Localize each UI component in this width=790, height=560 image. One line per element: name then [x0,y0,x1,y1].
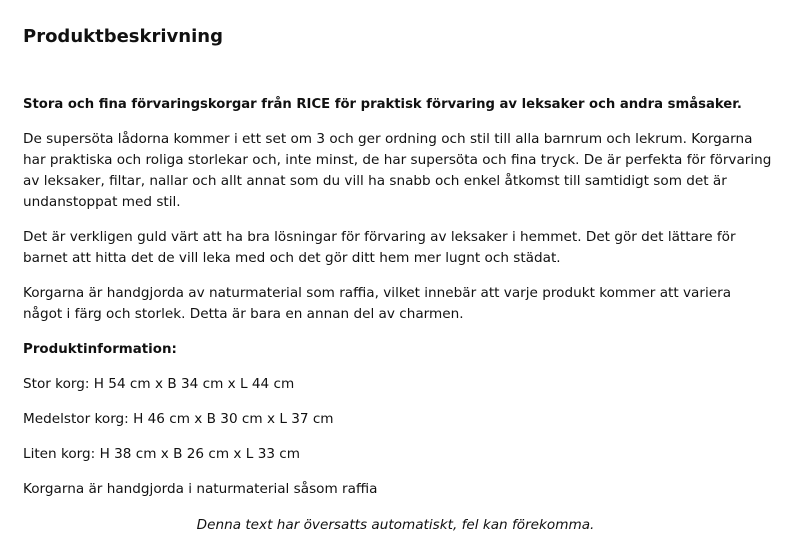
spec-item: Stor korg: H 54 cm x B 34 cm x L 44 cm [23,376,295,392]
translation-note: Denna text har översatts automatiskt, fel kan förekomma. [196,517,595,533]
product-info-heading: Produktinformation: [23,342,177,357]
spec-item: Liten korg: H 38 cm x B 26 cm x L 33 cm [23,446,301,462]
section-title: Produktbeskrivning [23,26,223,47]
spec-item: Medelstor korg: H 46 cm x B 30 cm x L 37 cm [23,411,334,427]
lead-paragraph: Stora och fina förvaringskorgar från RICE för praktisk förvaring av leksaker och andra småsaker. [23,97,742,112]
spec-item: Korgarna är handgjorda i naturmaterial såsom raffia [23,481,378,497]
description-paragraph: Det är verkligen guld värt att ha bra lösningar för förvaring av leksaker i hemmet. Det gör det lättare för barnet att hitta det de vill leka med och det gör ditt hem mer lugnt och städat. [23,229,736,266]
description-paragraph: De supersöta lådorna kommer i ett set om 3 och ger ordning och stil till alla barnrum och lekrum. Korgarna har praktiska och roliga storlekar och, inte minst, de har supersöta och fina tryck. De är perfekta för förvaring av leksaker, filtar, nallar och allt annat som du vill ha snabb och enkel åtkomst till samtidigt som det är undanstoppat med stil. [23,131,772,210]
description-paragraph: Korgarna är handgjorda av naturmaterial som raffia, vilket innebär att varje produkt kommer att variera något i färg och storlek. Detta är bara en annan del av charmen. [23,285,732,322]
